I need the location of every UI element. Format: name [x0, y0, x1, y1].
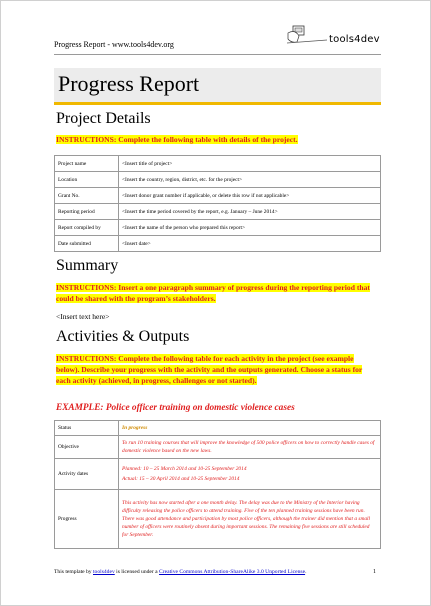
footer-suffix: .: [305, 569, 307, 575]
planned-dates: Planned: 10 – 25 March 2014 and 10-25 September 2014: [122, 466, 247, 472]
logo-text: tools4dev: [329, 34, 380, 45]
instructions-text: INSTRUCTIONS: Complete the following table with details of the project.: [56, 135, 298, 144]
footer-license: [54, 569, 306, 575]
activities-heading: Activities & Outputs: [56, 328, 190, 345]
title-band: [54, 68, 381, 105]
footer-prefix: This template by: [54, 569, 93, 575]
tools4dev-link[interactable]: tools4dev: [93, 569, 115, 575]
table-row: [55, 459, 381, 490]
footer-middle: is licensed under a: [114, 569, 160, 575]
row-label: Grant No.: [55, 188, 119, 204]
row-label: Reporting period: [55, 204, 119, 220]
page-number: 1: [373, 569, 376, 575]
dates-cell[interactable]: [119, 459, 381, 490]
table-row: [55, 236, 381, 252]
table-row: [55, 436, 381, 459]
row-value[interactable]: <Insert donor grant number if applicable, or delete this row if not applicable>: [119, 188, 381, 204]
row-value[interactable]: <Insert the time period covered by the report, e.g. January – June 2014>: [119, 204, 381, 220]
instructions-text: INSTRUCTIONS: Complete the following table for each activity in the project (see example below). Describe your progress with the activity and the outputs generated. Choose a status for each activity (achieved, in progress, challenges or not started).: [56, 354, 363, 385]
table-row: [55, 421, 381, 436]
header-rule: [54, 54, 381, 55]
progress-value[interactable]: This activity has now started after a one month delay. The delay was due to the Ministry of the Interior having difficulty releasing the police officers to attend training. Five of the ten planned training sessions have been run. There was good attendance and participation by most police officers, although the trainer did mention that a small number of officers were routinely absent during important sessions. The remaining five sessions are still scheduled for September.: [119, 490, 381, 549]
table-row: [55, 156, 381, 172]
table-row: [55, 204, 381, 220]
instructions-text: INSTRUCTIONS: Insert a one paragraph summary of progress during the reporting period that could be shared with the program’s stakeholders.: [56, 283, 370, 303]
row-label: Project name: [55, 156, 119, 172]
project-details-table: [54, 155, 381, 252]
header-text: Progress Report - www.tools4dev.org: [54, 40, 174, 49]
activities-instructions: [56, 353, 378, 386]
table-row: [55, 188, 381, 204]
progress-label: Progress: [55, 490, 119, 549]
project-details-heading: Project Details: [56, 110, 151, 127]
page-title: Progress Report: [58, 71, 200, 96]
example-title: EXAMPLE: Police officer training on domestic violence cases: [56, 403, 295, 413]
summary-instructions: [56, 282, 378, 304]
row-label: Report compiled by: [55, 220, 119, 236]
table-row: [55, 490, 381, 549]
row-value[interactable]: <Insert the name of the person who prepared this report>: [119, 220, 381, 236]
row-value[interactable]: <Insert title of project>: [119, 156, 381, 172]
table-row: [55, 220, 381, 236]
dates-label: Activity dates: [55, 459, 119, 490]
objective-label: Objective: [55, 436, 119, 459]
table-row: [55, 172, 381, 188]
row-value[interactable]: <Insert date>: [119, 236, 381, 252]
status-label: Status: [55, 421, 119, 436]
row-label: Location: [55, 172, 119, 188]
row-label: Date submitted: [55, 236, 119, 252]
summary-heading: Summary: [56, 257, 119, 274]
license-link[interactable]: Creative Commons Attribution-ShareAlike 3.0 Unported License: [159, 569, 306, 575]
actual-dates: Actual: 15 – 30 April 2014 and 10-25 September 2014: [122, 476, 240, 482]
status-value[interactable]: In progress: [119, 421, 381, 436]
project-details-instructions: [56, 134, 378, 145]
activity-table: [54, 420, 381, 549]
objective-value[interactable]: To run 10 training courses that will improve the knowledge of 500 police officers on how to correctly handle cases of domestic violence based on the new laws.: [119, 436, 381, 459]
summary-placeholder[interactable]: <Insert text here>: [56, 312, 110, 321]
row-value[interactable]: <Insert the country, region, district, etc. for the project>: [119, 172, 381, 188]
